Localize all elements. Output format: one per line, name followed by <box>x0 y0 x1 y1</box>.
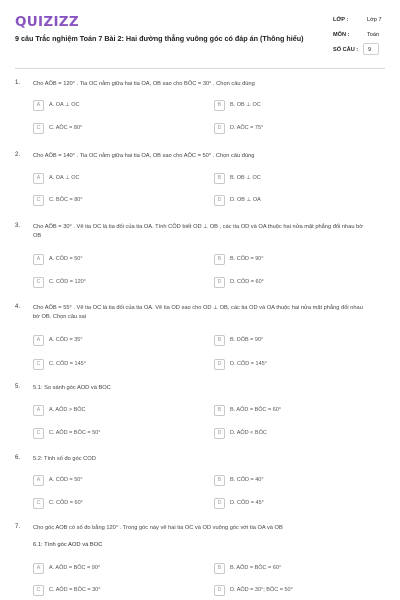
option-letter-box: B <box>214 173 225 184</box>
question-text: Cho AÔB = 55° . Vẽ tia OC là tia đối của tia OA. Vẽ tia OD sao cho OD ⊥ OB, các tia OD và OA thuộc hai nửa mặt phẳng đối nhau bờ OB. Chọn câu sai <box>33 305 363 320</box>
option-text: C. AÔC = 80° <box>49 125 83 131</box>
header-divider <box>15 68 385 69</box>
option-text: C. AÔD = BÔC = 30° <box>49 587 101 593</box>
option-text: A. AÔD = BÔC = 90° <box>49 565 101 571</box>
option-text: C. BÔC = 80° <box>49 197 83 203</box>
option-letter-box: A <box>33 173 44 184</box>
option-text: C. CÔD = 145° <box>49 361 86 367</box>
question-text: Cho góc AOB có số đo bằng 120° . Trong góc này vẽ hai tia OC và OD vuông góc với tia OA và OB <box>33 525 283 531</box>
option-text: D. AÔC = 75° <box>230 125 264 131</box>
option-letter-box: A <box>33 100 44 111</box>
option-letter-box: D <box>214 277 225 288</box>
option-text: D. CÔD = 145° <box>230 361 267 367</box>
question-number: 4. <box>15 304 21 310</box>
option-text: B. OB ⊥ OC <box>230 175 261 181</box>
question-text: 5.1: So sánh góc AOD và BOC <box>33 385 111 391</box>
quizizz-logo: QUIZIZZ <box>15 14 79 30</box>
option-text: B. AÔD = BÔC = 60° <box>230 565 282 571</box>
option-text: B. CÔD = 40° <box>230 477 264 483</box>
option-letter-box: D <box>214 428 225 439</box>
worksheet-title: 9 câu Trắc nghiệm Toán 7 Bài 2: Hai đường thẳng vuông góc có đáp án (Thông hiểu) <box>15 34 304 43</box>
option-letter-box: B <box>214 405 225 416</box>
worksheet-header <box>0 0 400 70</box>
option-letter-box: A <box>33 254 44 265</box>
question-number: 6. <box>15 455 21 461</box>
class-value: Lớp 7 <box>367 17 382 23</box>
option-letter-box: B <box>214 100 225 111</box>
question-text: 5.2: Tính số đo góc COD <box>33 456 96 462</box>
question-text: Cho AÔB = 120° . Tia OC nằm giữa hai tia OA, OB sao cho BÔC = 30° . Chọn câu đúng <box>33 81 255 87</box>
option-letter-box: B <box>214 563 225 574</box>
option-text: D. OB ⊥ OA <box>230 197 261 203</box>
option-text: D. CÔD = 45° <box>230 500 264 506</box>
option-text: C. CÔD = 60° <box>49 500 83 506</box>
option-letter-box: B <box>214 254 225 265</box>
option-letter-box: C <box>33 195 44 206</box>
option-text: D. AÔD = 30°; BÔC = 50° <box>230 587 293 593</box>
option-letter-box: C <box>33 428 44 439</box>
option-letter-box: D <box>214 585 225 596</box>
count-label: SỐ CÂU : <box>333 47 359 53</box>
option-letter-box: C <box>33 359 44 370</box>
option-letter-box: A <box>33 475 44 486</box>
option-text: B. CÔD = 90° <box>230 256 264 262</box>
option-text: A. CÔD = 50° <box>49 477 83 483</box>
question-number: 2. <box>15 152 21 158</box>
option-text: B. AÔD = BÔC = 60° <box>230 407 282 413</box>
option-text: A. OA ⊥ OC <box>49 175 80 181</box>
option-text: B. DÔB = 90° <box>230 337 264 343</box>
option-letter-box: A <box>33 405 44 416</box>
option-letter-box: D <box>214 195 225 206</box>
option-letter-box: D <box>214 498 225 509</box>
option-letter-box: D <box>214 359 225 370</box>
option-letter-box: D <box>214 123 225 134</box>
option-text: C. AÔD = BÔC = 50° <box>49 430 101 436</box>
count-value: 9 <box>363 43 379 55</box>
option-letter-box: A <box>33 563 44 574</box>
option-text: B. OB ⊥ OC <box>230 102 261 108</box>
option-text: C. CÔD = 120° <box>49 279 86 285</box>
question-number: 7. <box>15 524 21 530</box>
question-number: 1. <box>15 80 21 86</box>
option-text: A. OA ⊥ OC <box>49 102 80 108</box>
option-text: A. AÔD > BÔC <box>49 407 86 413</box>
question-number: 5. <box>15 384 21 390</box>
class-label: LỚP : <box>333 17 349 23</box>
option-letter-box: A <box>33 335 44 346</box>
option-letter-box: C <box>33 123 44 134</box>
option-text: A. CÔD = 35° <box>49 337 83 343</box>
option-letter-box: C <box>33 277 44 288</box>
option-text: A. CÔD = 50° <box>49 256 83 262</box>
option-text: D. AÔD < BÔC <box>230 430 267 436</box>
option-letter-box: C <box>33 498 44 509</box>
option-letter-box: C <box>33 585 44 596</box>
question-text: Cho AÔB = 30° . Vẽ tia OC là tia đối của tia OA. Tính CÔD biết OD ⊥ OB , các tia OD và OA thuộc hai nửa mặt phẳng đối nhau bờ OB <box>33 224 364 239</box>
option-letter-box: B <box>214 475 225 486</box>
option-text: D. CÔD = 60° <box>230 279 264 285</box>
sub-question: 6.1: Tính góc AOD và BOC <box>33 542 103 548</box>
subject-label: MÔN : <box>333 32 350 38</box>
subject-value: Toán <box>367 32 380 38</box>
option-letter-box: B <box>214 335 225 346</box>
question-number: 3. <box>15 223 21 229</box>
question-text: Cho AÔB = 140° . Tia OC nằm giữa hai tia OA, OB sao cho AÔC = 50° . Chọn câu đúng <box>33 153 255 159</box>
